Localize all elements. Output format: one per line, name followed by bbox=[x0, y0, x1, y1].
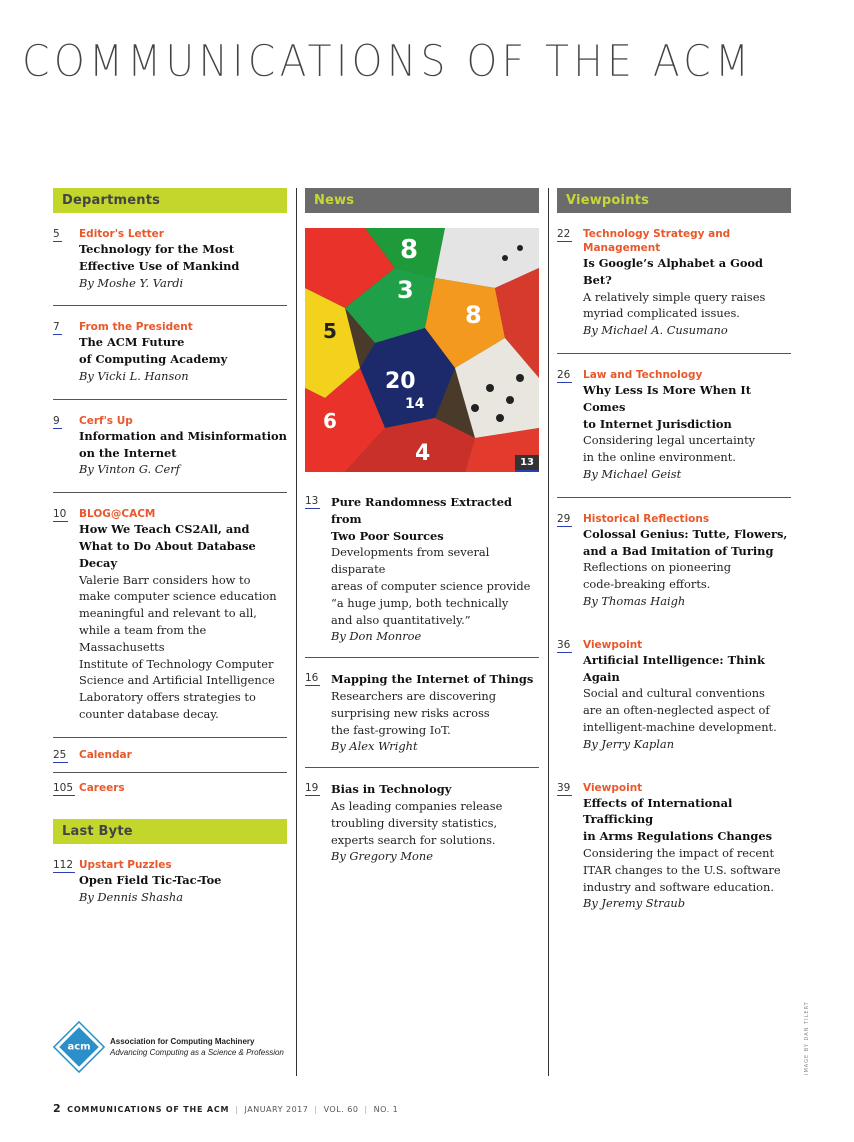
toc-entry[interactable] bbox=[557, 354, 791, 498]
department-label: From the President bbox=[79, 321, 193, 334]
toc-entry[interactable] bbox=[53, 493, 287, 738]
column-divider bbox=[548, 188, 549, 1076]
page-number[interactable]: 16 bbox=[305, 672, 319, 685]
footer-page-number: 2 bbox=[53, 1102, 62, 1115]
article-author: By Don Monroe bbox=[331, 629, 422, 644]
article-summary: industry and software education. bbox=[583, 879, 774, 894]
article-summary: A relatively simple query raises bbox=[583, 289, 766, 304]
article-title[interactable]: Two Poor Sources bbox=[331, 528, 444, 543]
page-number[interactable]: 36 bbox=[557, 638, 571, 651]
department-label: Viewpoint bbox=[583, 638, 643, 651]
department-label: Cerf's Up bbox=[79, 414, 133, 427]
department-label[interactable]: Calendar bbox=[79, 748, 132, 761]
article-summary: Considering legal uncertainty bbox=[583, 433, 756, 448]
article-author: By Vinton G. Cerf bbox=[79, 462, 180, 477]
toc-entry[interactable] bbox=[557, 498, 791, 624]
article-summary: “a huge jump, both technically bbox=[331, 595, 509, 610]
department-label: BLOG@CACM bbox=[79, 508, 156, 521]
article-title[interactable]: of Computing Academy bbox=[79, 352, 228, 367]
department-label: Viewpoint bbox=[583, 781, 643, 794]
page-number[interactable]: 13 bbox=[305, 495, 319, 507]
article-title[interactable]: Is Google’s Alphabet a Good Bet? bbox=[583, 256, 763, 287]
dice-illustration bbox=[305, 228, 539, 472]
toc-entry[interactable] bbox=[557, 213, 791, 354]
department-label[interactable]: Careers bbox=[79, 781, 125, 794]
svg-text:4: 4 bbox=[415, 441, 431, 466]
acm-diamond-icon bbox=[55, 1023, 103, 1071]
acm-name: Association for Computing Machinery bbox=[110, 1037, 255, 1046]
article-title[interactable]: Technology for the Most bbox=[79, 242, 235, 256]
article-summary: and also quantitatively.” bbox=[331, 612, 471, 627]
footer-magazine: COMMUNICATIONS OF THE ACM bbox=[67, 1105, 230, 1114]
page-number[interactable]: 112 bbox=[53, 858, 74, 871]
image-credit: IMAGE BY DAN TILERT bbox=[804, 1001, 810, 1075]
article-author: By Moshe Y. Vardi bbox=[79, 275, 184, 290]
article-summary: As leading companies release bbox=[331, 798, 503, 813]
article-summary: while a team from the Massachusetts bbox=[79, 622, 207, 654]
toc-entry[interactable] bbox=[305, 658, 539, 768]
acm-mark: acm bbox=[67, 1041, 91, 1053]
article-summary: meaningful and relevant to all, bbox=[79, 606, 257, 621]
footer-date: JANUARY 2017 bbox=[244, 1105, 309, 1114]
svg-text:5: 5 bbox=[323, 319, 337, 343]
page-number[interactable]: 25 bbox=[53, 748, 67, 761]
departments-column bbox=[53, 188, 287, 919]
acm-tagline: Advancing Computing as a Science & Profession bbox=[110, 1048, 284, 1057]
toc-entry[interactable] bbox=[305, 472, 539, 658]
page-badge[interactable]: 13 bbox=[515, 455, 539, 472]
article-title[interactable]: Pure Randomness Extracted from bbox=[331, 495, 512, 526]
column-divider bbox=[296, 188, 297, 1076]
toc-entry[interactable] bbox=[557, 767, 791, 927]
article-summary: in the online environment. bbox=[583, 450, 736, 465]
article-title[interactable]: Artificial Intelligence: Think Again bbox=[583, 652, 765, 684]
article-title[interactable]: Colossal Genius: Tutte, Flowers, bbox=[583, 526, 788, 541]
svg-text:14: 14 bbox=[405, 396, 425, 412]
page-footer: 2 COMMUNICATIONS OF THE ACM | JANUARY 2017 | VOL. 60 | NO. 1 bbox=[53, 1102, 399, 1115]
article-summary: Laboratory offers strategies to bbox=[79, 690, 256, 705]
page-number[interactable]: 29 bbox=[557, 512, 571, 525]
toc-entry[interactable] bbox=[53, 844, 287, 920]
last-byte-header: Last Byte bbox=[53, 819, 287, 844]
article-summary: Institute of Technology Computer bbox=[79, 656, 274, 671]
toc-entry[interactable] bbox=[557, 624, 791, 767]
article-summary: myriad complicated issues. bbox=[583, 306, 740, 321]
svg-text:6: 6 bbox=[323, 409, 337, 433]
article-title[interactable]: Effects of International Trafficking bbox=[583, 795, 733, 827]
article-author: By Michael A. Cusumano bbox=[583, 323, 728, 338]
article-summary: intelligent-machine development. bbox=[583, 719, 777, 734]
department-label: Upstart Puzzles bbox=[79, 858, 172, 871]
article-summary: the fast-growing IoT. bbox=[331, 722, 451, 737]
svg-text:20: 20 bbox=[385, 369, 416, 394]
viewpoints-header: Viewpoints bbox=[557, 188, 791, 213]
article-title[interactable]: in Arms Regulations Changes bbox=[583, 829, 772, 844]
page-number[interactable]: 26 bbox=[557, 368, 571, 381]
article-title[interactable]: Open Field Tic-Tac-Toe bbox=[79, 872, 222, 887]
article-title[interactable]: Effective Use of Mankind bbox=[79, 258, 240, 273]
masthead: COMMUNICATIONS OF THE ACM bbox=[22, 36, 754, 87]
article-title[interactable]: Mapping the Internet of Things bbox=[331, 672, 534, 687]
page-number[interactable]: 7 bbox=[53, 321, 60, 334]
department-label: Law and Technology bbox=[583, 368, 703, 381]
dice-photo[interactable] bbox=[305, 228, 539, 472]
page-number[interactable]: 39 bbox=[557, 781, 571, 794]
article-title[interactable]: Information and Misinformation bbox=[79, 428, 287, 443]
svg-text:8: 8 bbox=[400, 235, 419, 265]
article-summary: code-breaking efforts. bbox=[583, 577, 711, 592]
article-author: By Dennis Shasha bbox=[79, 889, 183, 904]
article-author: By Gregory Mone bbox=[331, 849, 433, 864]
departments-header: Departments bbox=[53, 188, 287, 213]
article-summary: areas of computer science provide bbox=[331, 578, 531, 593]
article-author: By Thomas Haigh bbox=[583, 593, 686, 608]
toc-entry[interactable] bbox=[53, 773, 287, 809]
article-summary: troubling diversity statistics, bbox=[331, 815, 498, 830]
article-summary: experts search for solutions. bbox=[331, 832, 496, 847]
toc-entry[interactable] bbox=[53, 738, 287, 773]
svg-text:8: 8 bbox=[465, 301, 482, 329]
department-label: Technology Strategy and Management bbox=[583, 228, 731, 254]
article-summary: counter database decay. bbox=[79, 706, 219, 721]
article-title[interactable]: What to Do About Database Decay bbox=[79, 538, 256, 570]
article-author: By Michael Geist bbox=[583, 466, 682, 481]
article-summary: make computer science education bbox=[79, 589, 277, 604]
page-number[interactable]: 19 bbox=[305, 782, 319, 795]
viewpoints-column bbox=[557, 188, 791, 926]
article-title[interactable]: to Internet Jurisdiction bbox=[583, 416, 732, 431]
page-number[interactable]: 10 bbox=[53, 508, 67, 521]
article-summary: are an often-neglected aspect of bbox=[583, 703, 770, 718]
article-title[interactable]: How We Teach CS2All, and bbox=[79, 522, 250, 537]
article-author: By Alex Wright bbox=[331, 739, 418, 754]
article-summary: Reflections on pioneering bbox=[583, 560, 732, 575]
article-summary: Developments from several disparate bbox=[331, 545, 490, 577]
page-number[interactable]: 9 bbox=[53, 414, 60, 427]
article-author: By Jeremy Straub bbox=[583, 896, 686, 911]
page-number[interactable]: 5 bbox=[53, 228, 60, 240]
svg-text:3: 3 bbox=[397, 276, 414, 304]
department-label: Editor's Letter bbox=[79, 228, 164, 240]
article-summary: Considering the impact of recent bbox=[583, 845, 775, 860]
toc-entry[interactable] bbox=[53, 306, 287, 399]
article-summary: Researchers are discovering bbox=[331, 688, 497, 703]
department-label: Historical Reflections bbox=[583, 512, 710, 525]
toc-entry[interactable] bbox=[53, 400, 287, 493]
footer-volume: VOL. 60 bbox=[323, 1105, 359, 1114]
article-title[interactable]: and a Bad Imitation of Turing bbox=[583, 543, 774, 558]
news-header: News bbox=[305, 188, 539, 213]
article-summary: Valerie Barr considers how to bbox=[79, 572, 251, 587]
footer-issue: NO. 1 bbox=[373, 1105, 399, 1114]
article-title[interactable]: Bias in Technology bbox=[331, 782, 452, 797]
page-number[interactable]: 22 bbox=[557, 228, 571, 240]
article-summary: Social and cultural conventions bbox=[583, 686, 765, 701]
toc-entry[interactable] bbox=[305, 768, 539, 877]
acm-logo[interactable] bbox=[55, 1030, 284, 1064]
article-author: By Vicki L. Hanson bbox=[79, 368, 189, 383]
article-summary: Science and Artificial Intelligence bbox=[79, 673, 275, 688]
article-summary: surprising new risks across bbox=[331, 705, 490, 720]
article-title[interactable]: on the Internet bbox=[79, 445, 177, 460]
article-author: By Jerry Kaplan bbox=[583, 736, 675, 751]
page-number[interactable]: 105 bbox=[53, 781, 74, 794]
article-summary: ITAR changes to the U.S. software bbox=[583, 862, 781, 877]
news-column bbox=[305, 188, 539, 877]
article-title[interactable]: Why Less Is More When It Comes bbox=[583, 382, 751, 414]
toc-entry[interactable] bbox=[53, 213, 287, 306]
article-title[interactable]: The ACM Future bbox=[79, 335, 185, 350]
